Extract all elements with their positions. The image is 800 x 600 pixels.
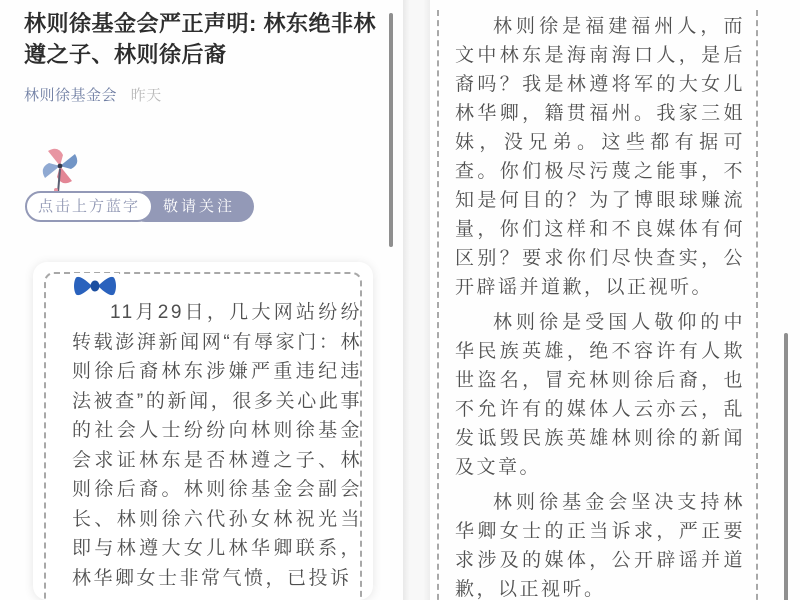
left-page-scrollbar[interactable] (389, 13, 393, 247)
follow-button[interactable]: 敬请关注 (130, 191, 254, 222)
paragraph: 林则徐是受国人敬仰的中华民族英雄，绝不容许有人欺世盗名，冒充林则徐后裔，也不允许有的媒体人云亦云，乱发诋毁民族英雄林则徐的新闻及文章。 (455, 312, 745, 478)
account-name-link[interactable]: 林则徐基金会 (24, 87, 118, 104)
page-divider (403, 0, 430, 600)
page-title: 林则徐基金会严正声明: 林东绝非林遵之子、林则徐后裔 (24, 11, 376, 67)
paragraph: 林则徐基金会坚决支持林华卿女士的正当诉求，严正要求涉及的媒体，公开辟谣并道歉，以正视听。 (455, 492, 745, 600)
dashed-border-box (44, 272, 362, 600)
dashed-border-left (437, 10, 439, 600)
byline (24, 84, 162, 105)
tap-blue-text-button[interactable]: 点击上方蓝字 (25, 191, 153, 222)
bow-tie-icon (71, 273, 119, 299)
dashed-border-right (756, 10, 758, 600)
publish-time: 昨天 (130, 87, 162, 104)
follow-banner (25, 191, 254, 222)
right-article-page (430, 0, 800, 600)
paragraph: 林则徐是福建福州人，而文中林东是海南海口人，是后裔吗？我是林遵将军的大女儿林华卿，籍贯福州。我家三姐妹，没兄弟。这些都有据可查。你们极尽污蔑之能事，不知是何目的？为了博眼球赚流量，你们这样和不良媒体有何区别？要求你们尽快查实，公开辟谣并道歉，以正视听。 (455, 16, 745, 298)
article-body-card (33, 262, 373, 600)
article-paragraphs-right (455, 12, 745, 600)
article-paragraphs-left (72, 298, 362, 593)
right-page-scrollbar[interactable] (784, 333, 788, 600)
paragraph: 11月29日，几大网站纷纷转载澎湃新闻网“有辱家门：林则徐后裔林东涉嫌严重违纪违法被查”的新闻，很多关心此事的社会人士纷纷向林则徐基金会求证林东是否林遵之子、林则徐后裔。林则徐基金会副会长、林则徐六代孙女林祝光当即与林遵大女儿林华卿联系，林华卿女士非常气愤，已投诉 (72, 302, 362, 589)
